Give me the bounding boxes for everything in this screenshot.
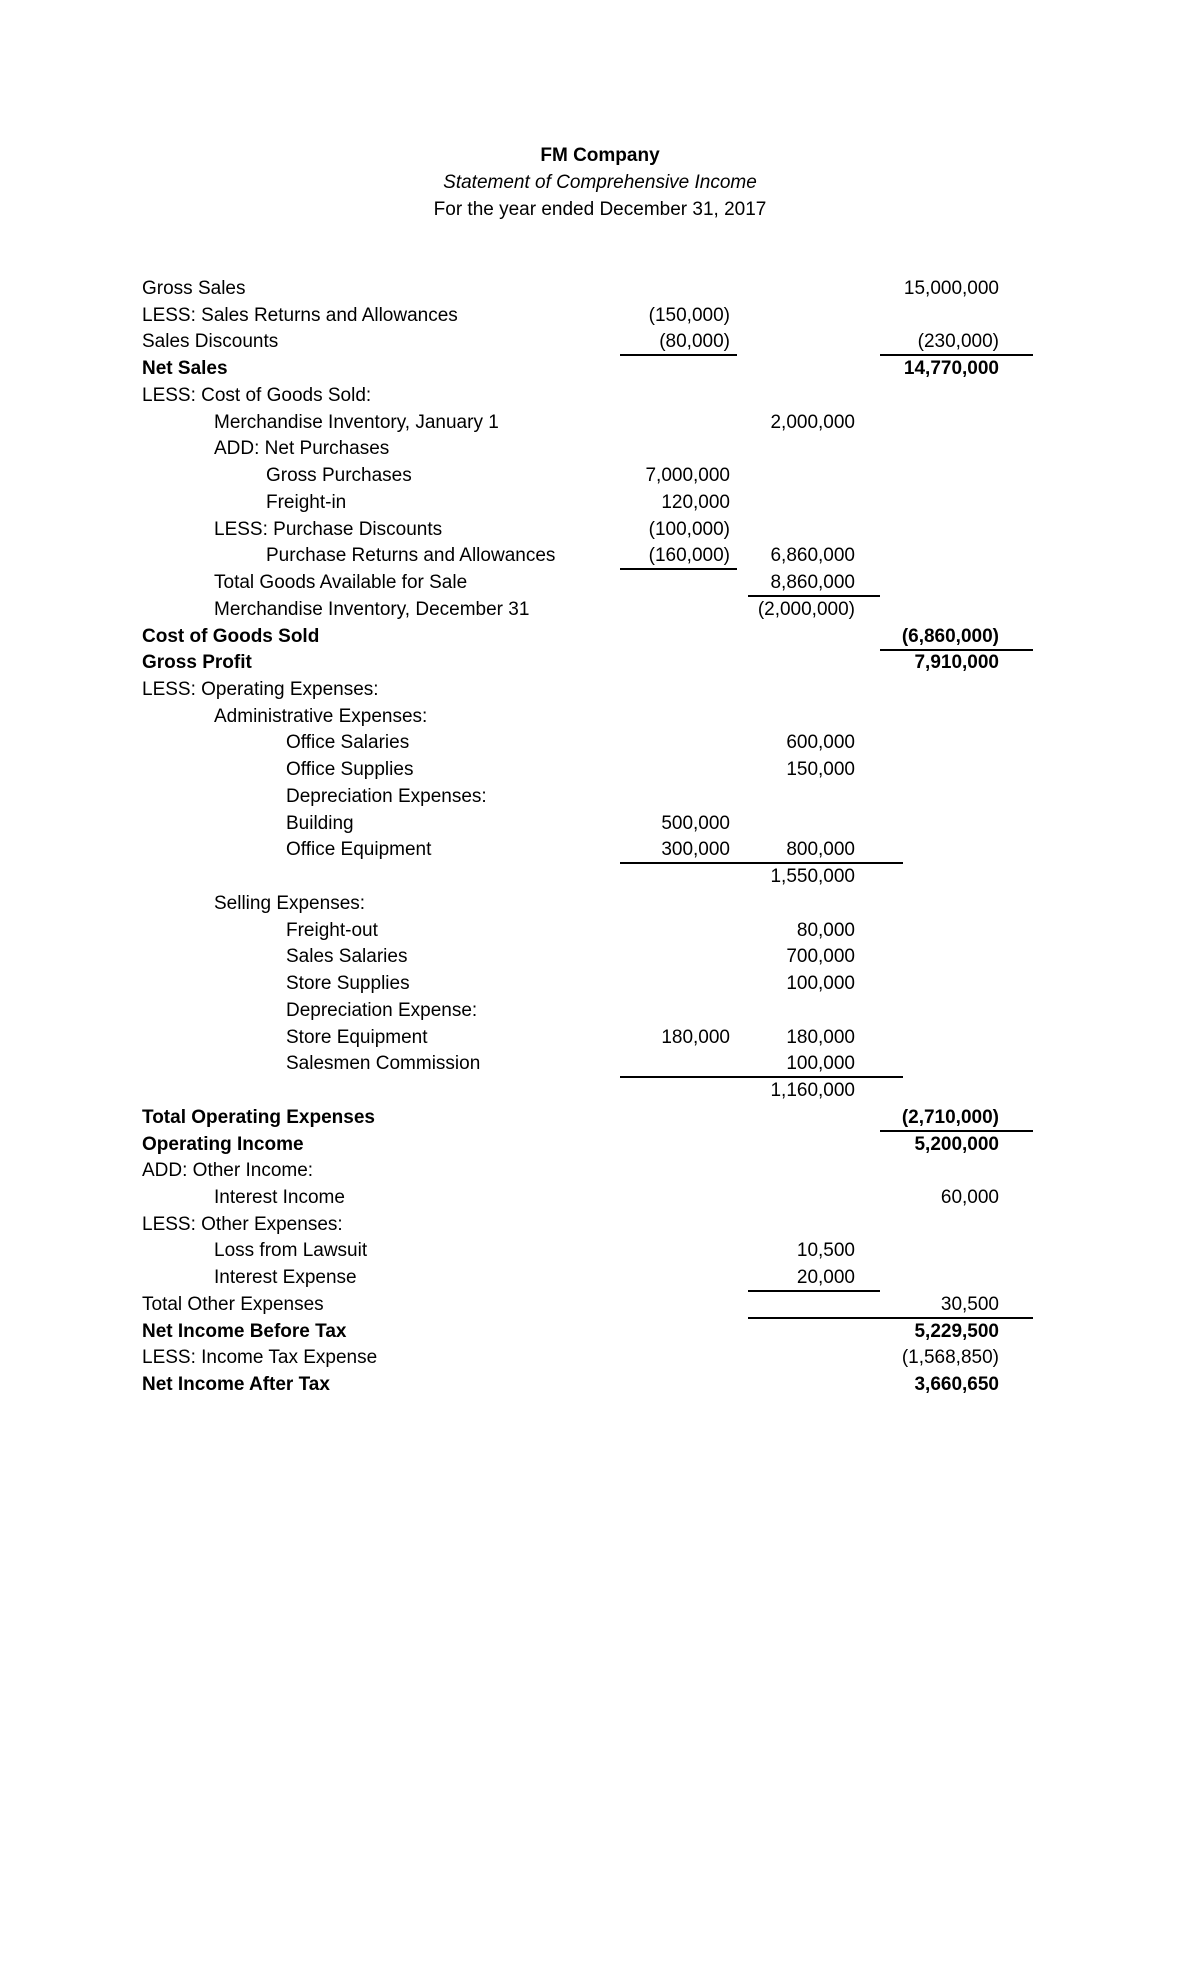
- row-label: Gross Profit: [142, 652, 252, 674]
- statement-row: [0, 410, 1200, 437]
- statement-row: [0, 998, 1200, 1025]
- row-label: LESS: Cost of Goods Sold:: [142, 384, 372, 406]
- amount-c3: 14,770,000: [903, 358, 999, 380]
- amount-c2: 80,000: [796, 919, 855, 941]
- row-label: Interest Expense: [214, 1267, 357, 1289]
- amount-c1: (150,000): [648, 304, 730, 326]
- statement-title: Statement of Comprehensive Income: [443, 172, 757, 193]
- row-label: Sales Discounts: [142, 331, 279, 353]
- statement-row: [0, 303, 1200, 330]
- statement-row: [0, 1185, 1200, 1212]
- amount-c3: 7,910,000: [914, 652, 999, 674]
- amount-c2: 600,000: [786, 732, 855, 754]
- amount-c2: 100,000: [786, 1053, 855, 1075]
- income-statement-table: [0, 276, 1200, 1399]
- row-label: Building: [286, 812, 354, 834]
- statement-row: [0, 1105, 1200, 1132]
- amount-c3: (230,000): [917, 331, 999, 353]
- amount-c3: 30,500: [940, 1293, 999, 1315]
- amount-c2: 10,500: [796, 1240, 855, 1262]
- statement-row: [0, 383, 1200, 410]
- statement-row: [0, 597, 1200, 624]
- row-label: LESS: Purchase Discounts: [214, 518, 443, 540]
- statement-header: [0, 142, 1200, 223]
- amount-c3: 3,660,650: [914, 1374, 999, 1396]
- amount-c2: 2,000,000: [770, 411, 855, 433]
- amount-c2: 8,860,000: [770, 572, 855, 594]
- amount-c1: (100,000): [648, 518, 730, 540]
- row-label: Interest Income: [214, 1186, 345, 1208]
- amount-c2: 1,160,000: [770, 1080, 855, 1102]
- statement-row: [0, 624, 1200, 651]
- amount-c2: 700,000: [786, 946, 855, 968]
- amount-c3: (2,710,000): [901, 1106, 999, 1128]
- statement-row: [0, 1265, 1200, 1292]
- row-label: Office Salaries: [286, 732, 410, 754]
- row-label: LESS: Sales Returns and Allowances: [142, 304, 458, 326]
- statement-row: [0, 837, 1200, 864]
- amount-c3: 5,229,500: [914, 1320, 999, 1342]
- statement-row: [0, 1158, 1200, 1185]
- row-label: Merchandise Inventory, January 1: [214, 411, 499, 433]
- amount-c2: 100,000: [786, 973, 855, 995]
- statement-row: [0, 1051, 1200, 1078]
- amount-c2: 6,860,000: [770, 545, 855, 567]
- row-label: Sales Salaries: [286, 946, 408, 968]
- statement-row: [0, 517, 1200, 544]
- amount-c3: (1,568,850): [901, 1347, 999, 1369]
- row-label: Total Goods Available for Sale: [214, 572, 468, 594]
- statement-row: [0, 543, 1200, 570]
- row-label: ADD: Other Income:: [142, 1160, 314, 1182]
- amount-c2: (2,000,000): [757, 598, 855, 620]
- row-label: Store Supplies: [286, 973, 410, 995]
- amount-c2: 150,000: [786, 759, 855, 781]
- row-label: Total Operating Expenses: [142, 1106, 375, 1128]
- statement-row: [0, 1025, 1200, 1052]
- amount-c1: (160,000): [648, 545, 730, 567]
- statement-row: [0, 811, 1200, 838]
- amount-c3: 5,200,000: [914, 1133, 999, 1155]
- statement-row: [0, 677, 1200, 704]
- statement-row: [0, 1372, 1200, 1399]
- amount-c1: 300,000: [661, 839, 730, 861]
- statement-row: [0, 650, 1200, 677]
- statement-row: [0, 1132, 1200, 1159]
- statement-row: [0, 891, 1200, 918]
- statement-row: [0, 570, 1200, 597]
- statement-row: [0, 1078, 1200, 1105]
- amount-c3: 15,000,000: [903, 278, 999, 299]
- statement-row: [0, 918, 1200, 945]
- row-label: Gross Purchases: [266, 465, 412, 487]
- statement-row: [0, 1345, 1200, 1372]
- row-label: Merchandise Inventory, December 31: [214, 598, 530, 620]
- amount-c3: (6,860,000): [901, 625, 999, 647]
- amount-c2: 20,000: [796, 1267, 855, 1289]
- row-label: Net Income After Tax: [142, 1374, 330, 1396]
- statement-row: [0, 1292, 1200, 1319]
- row-label: LESS: Operating Expenses:: [142, 679, 379, 701]
- row-label: Freight-out: [286, 919, 378, 941]
- row-label: Net Income Before Tax: [142, 1320, 347, 1342]
- statement-row: [0, 784, 1200, 811]
- statement-row: [0, 864, 1200, 891]
- row-label: Depreciation Expense:: [286, 999, 478, 1021]
- statement-row: [0, 757, 1200, 784]
- statement-row: [0, 704, 1200, 731]
- amount-c1: (80,000): [659, 331, 730, 353]
- amount-c1: 500,000: [661, 812, 730, 834]
- row-label: ADD: Net Purchases: [214, 438, 390, 460]
- row-label: Salesmen Commission: [286, 1053, 481, 1075]
- amount-c1: 180,000: [661, 1026, 730, 1048]
- row-label: Office Supplies: [286, 759, 414, 781]
- row-label: Store Equipment: [286, 1026, 428, 1048]
- row-label: LESS: Income Tax Expense: [142, 1347, 378, 1369]
- statement-period: For the year ended December 31, 2017: [433, 199, 767, 220]
- row-label: Net Sales: [142, 358, 228, 380]
- company-name: FM Company: [540, 145, 660, 166]
- statement-row: [0, 944, 1200, 971]
- amount-c1: 7,000,000: [645, 465, 730, 487]
- statement-row: [0, 356, 1200, 383]
- amount-c2: 1,550,000: [770, 866, 855, 888]
- statement-row: [0, 463, 1200, 490]
- statement-row: [0, 1319, 1200, 1346]
- statement-row: [0, 276, 1200, 303]
- row-label: Depreciation Expenses:: [286, 785, 487, 807]
- statement-row: [0, 436, 1200, 463]
- row-label: Operating Income: [142, 1133, 304, 1155]
- amount-c2: 180,000: [786, 1026, 855, 1048]
- row-label: LESS: Other Expenses:: [142, 1213, 343, 1235]
- row-label: Gross Sales: [142, 278, 246, 299]
- statement-row: [0, 490, 1200, 517]
- row-label: Selling Expenses:: [214, 892, 366, 914]
- row-label: Office Equipment: [286, 839, 432, 861]
- statement-row: [0, 1238, 1200, 1265]
- row-label: Cost of Goods Sold: [142, 625, 320, 647]
- amount-c2: 800,000: [786, 839, 855, 861]
- statement-row: [0, 971, 1200, 998]
- row-label: Total Other Expenses: [142, 1293, 324, 1315]
- statement-row: [0, 1212, 1200, 1239]
- amount-c1: 120,000: [661, 491, 730, 513]
- row-label: Loss from Lawsuit: [214, 1240, 368, 1262]
- amount-c3: 60,000: [940, 1186, 999, 1208]
- row-label: Administrative Expenses:: [214, 705, 428, 727]
- row-label: Freight-in: [266, 491, 347, 513]
- statement-row: [0, 329, 1200, 356]
- row-label: Purchase Returns and Allowances: [266, 545, 556, 567]
- statement-row: [0, 730, 1200, 757]
